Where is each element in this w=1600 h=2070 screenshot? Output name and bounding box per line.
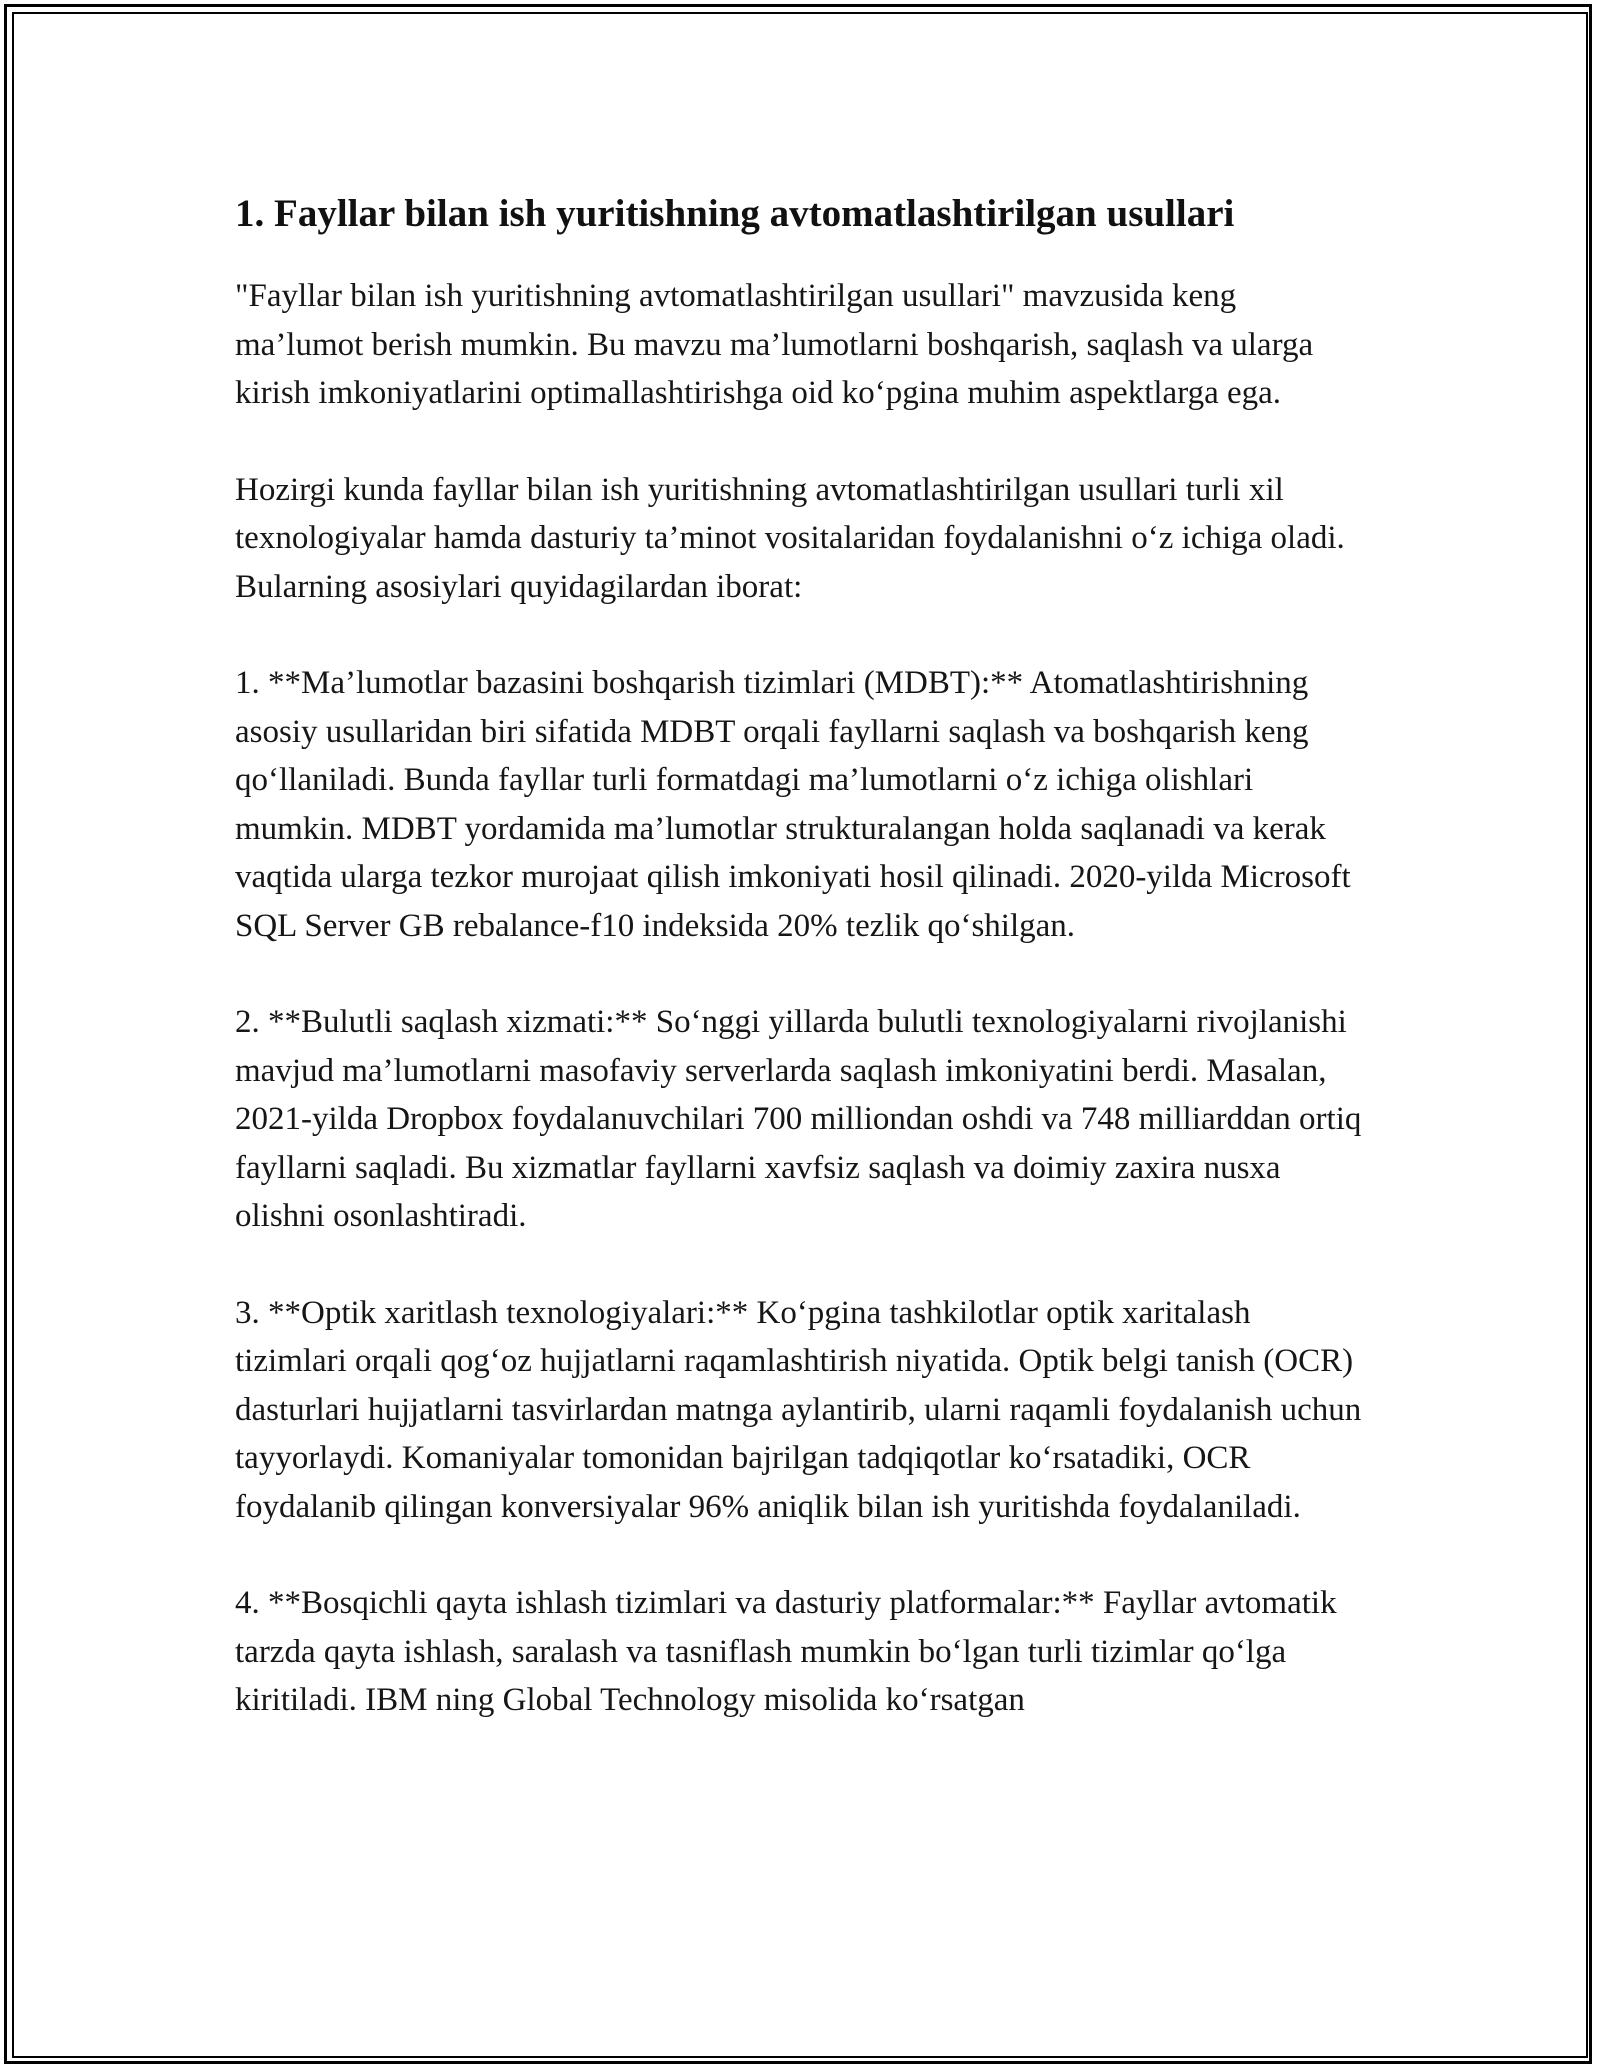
list-item-optical-mapping: 3. **Optik xaritlash texnologiyalari:** Ko‘pgina tashkilotlar optik xaritalash tizimlari orqali qog‘oz hujjatlarni raqamlashtirish niyatida. Optik belgi tanish (OCR) dasturlari hujjatlarni tasvirlardan matnga aylantirib, ularni raqamli foydalanish uchun tayyorlaydi. Komaniyalar tomonidan bajrilgan tadqiqotlar ko‘rsatadiki, OCR foydalanib qilingan konversiyalar 96% aniqlik bilan ish yuritishda foydalaniladi. [235,1294,1362,1525]
document-body [235,188,1370,1773]
list-item-cloud-storage: 2. **Bulutli saqlash xizmati:** So‘nggi yillarda bulutli texnologiyalarni rivojlanishi mavjud ma’lumotlarni masofaviy serverlarda saqlash imkoniyatini berdi. Masalan, 2021-yilda Dropbox foydalanuvchilari 700 milliondan oshdi va 748 milliarddan ortiq fayllarni saqladi. Bu xizmatlar fayllarni xavfsiz saqlash va doimiy zaxira nusxa olishni osonlashtiradi. [235,1004,1362,1234]
list-item-mdbt: 1. **Ma’lumotlar bazasini boshqarish tizimlari (MDBT):** Atomatlashtirishning asosiy usullaridan biri sifatida MDBT orqali fayllarni saqlash va boshqarish keng qo‘llaniladi. Bunda fayllar turli formatdagi ma’lumotlarni o‘z ichiga olishlari mumkin. MDBT yordamida ma’lumotlar strukturalangan holda saqlanadi va kerak vaqtida ularga tezkor murojaat qilish imkoniyati hosil qilinadi. 2020-yilda Microsoft SQL Server GB rebalance-f10 indeksida 20% tezlik qo‘shilgan. [235,665,1351,944]
list-item-batch-processing: 4. **Bosqichli qayta ishlash tizimlari va dasturiy platformalar:** Fayllar avtomatik tarzda qayta ishlash, saralash va tasniflash mumkin bo‘lgan turli tizimlar qo‘lga kiritiladi. IBM ning Global Technology misolida ko‘rsatgan [235,1585,1337,1718]
overview-paragraph: Hozirgi kunda fayllar bilan ish yuritishning avtomatlashtirilgan usullari turli xil texnologiyalar hamda dasturiy ta’minot vositalaridan foydalanishni o‘z ichiga oladi. Bularning asosiylari quyidagilardan iborat: [235,471,1345,605]
section-heading: 1. Fayllar bilan ish yuritishning avtomatlashtirilgan usullari [235,192,1235,235]
intro-paragraph: "Fayllar bilan ish yuritishning avtomatlashtirilgan usullari" mavzusida keng ma’lumot berish mumkin. Bu mavzu ma’lumotlarni boshqarish, saqlash va ularga kirish imkoniyatlarini optimallashtirishga oid ko‘pgina muhim aspektlarga ega. [235,278,1314,411]
